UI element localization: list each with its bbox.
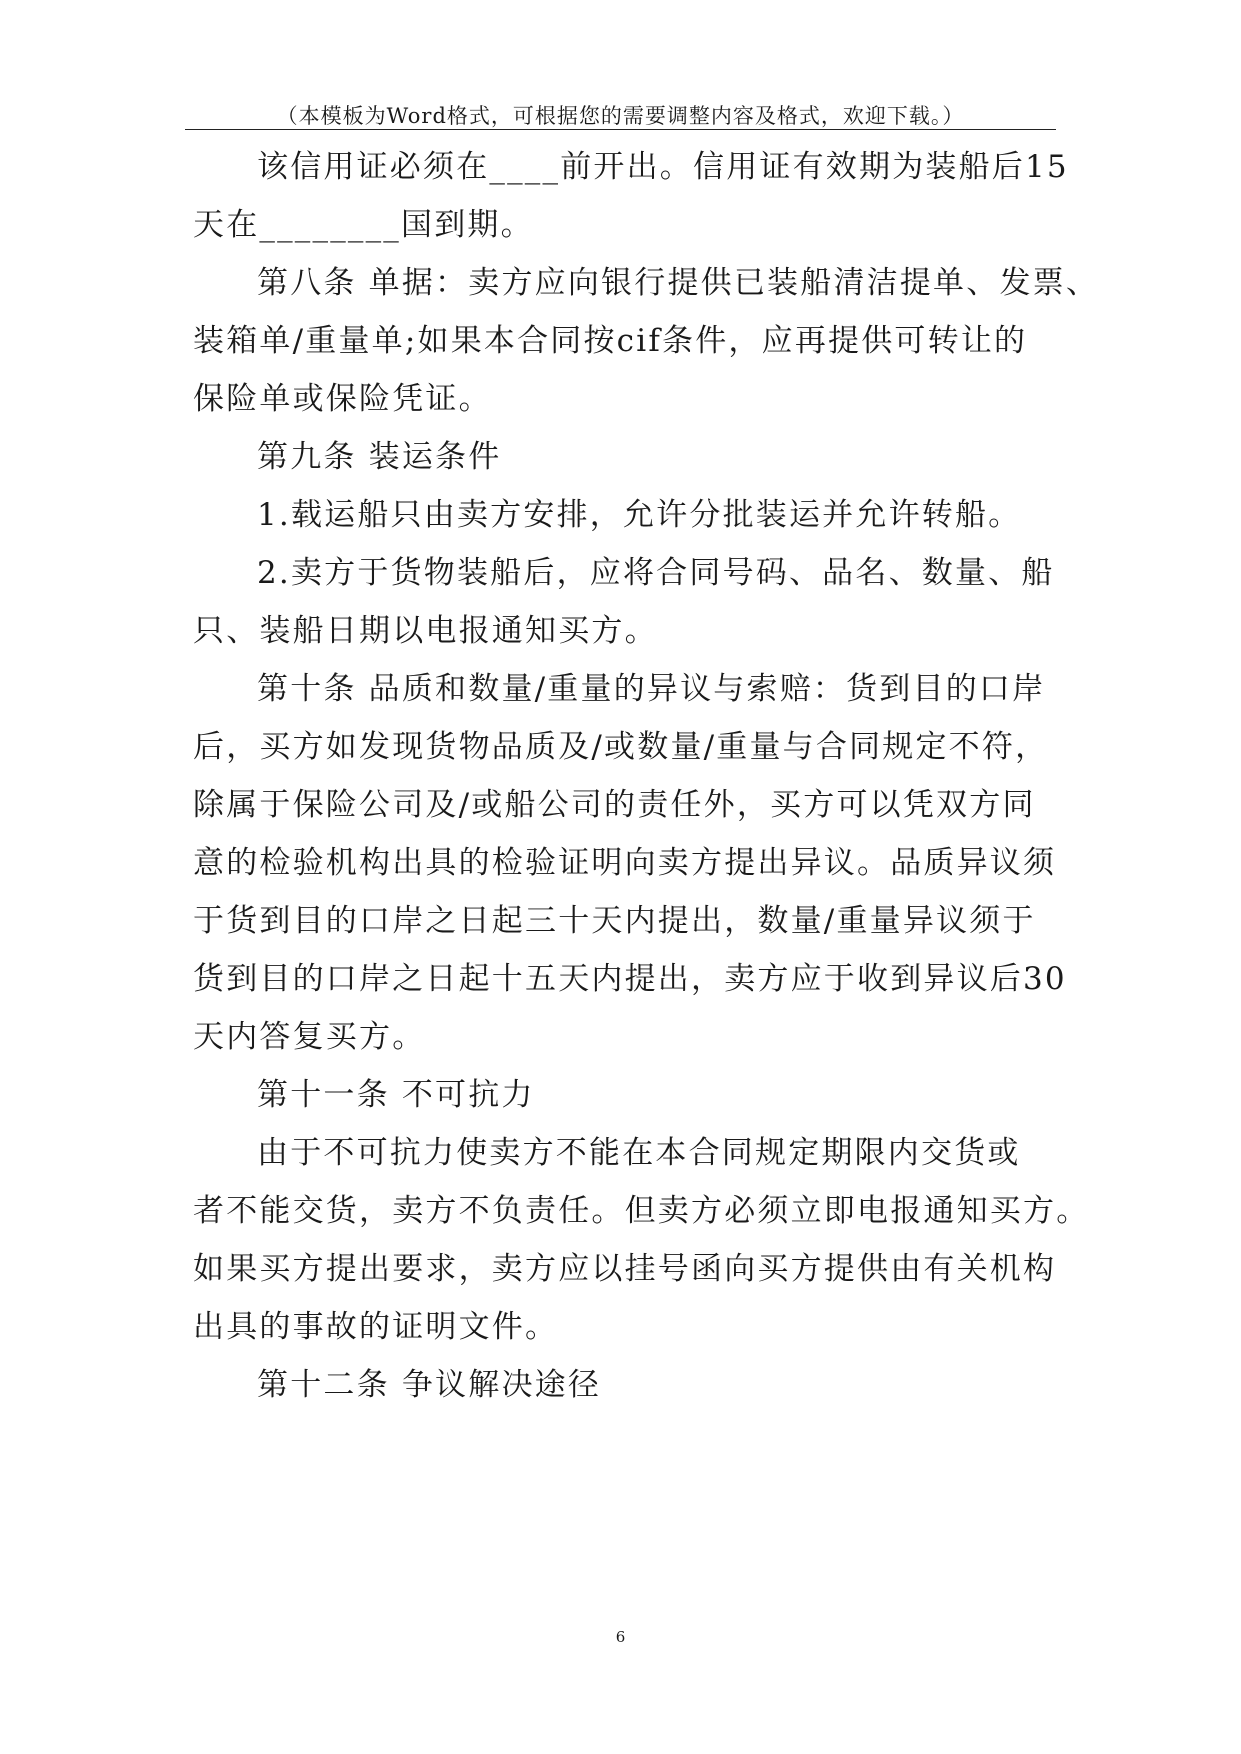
body-line: 第八条 单据：卖方应向银行提供已装船清洁提单、发票、: [257, 265, 1100, 301]
article-heading: 第十一条 不可抗力: [257, 1077, 535, 1113]
article-heading: 第十二条 争议解决途径: [257, 1367, 602, 1403]
body-line: 意的检验机构出具的检验证明向卖方提出异议。品质异议须: [193, 845, 1057, 881]
body-line: 只、装船日期以电报通知买方。: [193, 613, 658, 649]
body-line: 2.卖方于货物装船后，应将合同号码、品名、数量、船: [257, 555, 1055, 591]
body-line: 由于不可抗力使卖方不能在本合同规定期限内交货或: [257, 1135, 1021, 1171]
body-line: 1.载运船只由卖方安排，允许分批装运并允许转船。: [257, 497, 1022, 533]
body-line: 除属于保险公司及/或船公司的责任外，买方可以凭双方同: [193, 787, 1036, 823]
body-line: 货到目的口岸之日起十五天内提出，卖方应于收到异议后30: [193, 961, 1067, 997]
body-line: 第十条 品质和数量/重量的异议与索赔：货到目的口岸: [257, 671, 1046, 707]
body-line: 如果买方提出要求，卖方应以挂号函向买方提供由有关机构: [193, 1251, 1057, 1287]
body-line: 于货到目的口岸之日起三十天内提出，数量/重量异议须于: [193, 903, 1036, 939]
page-number: 6: [615, 1628, 626, 1646]
body-line: 天内答复买方。: [193, 1019, 426, 1055]
body-line: 保险单或保险凭证。: [193, 381, 492, 417]
body-line: 后，买方如发现货物品质及/或数量/重量与合同规定不符，: [193, 729, 1049, 765]
body-line: 天在________国到期。: [193, 207, 534, 243]
body-line: 出具的事故的证明文件。: [193, 1309, 559, 1345]
template-notice-header: （本模板为Word格式，可根据您的需要调整内容及格式，欢迎下载。）: [276, 104, 965, 128]
body-line: 者不能交货，卖方不负责任。但卖方必须立即电报通知买方。: [193, 1193, 1090, 1229]
body-line: 装箱单/重量单;如果本合同按cif条件，应再提供可转让的: [193, 323, 1028, 359]
header-divider: [185, 129, 1056, 130]
body-line: 该信用证必须在____前开出。信用证有效期为装船后15: [257, 149, 1069, 185]
article-heading: 第九条 装运条件: [257, 439, 502, 475]
